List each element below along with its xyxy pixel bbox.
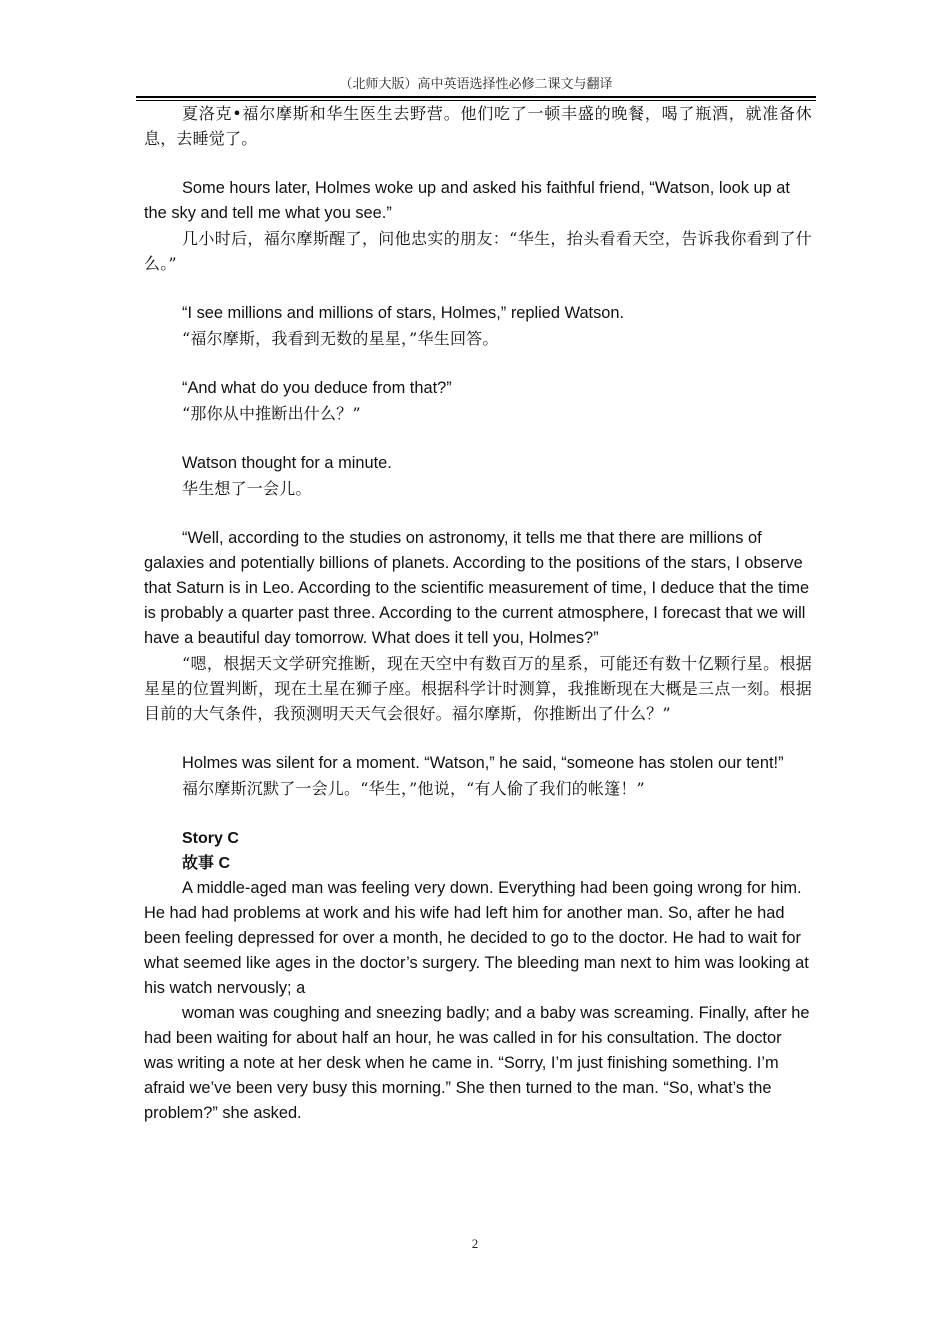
paragraph-en: “And what do you deduce from that?” xyxy=(182,379,452,397)
paragraph-zh: 夏洛克•福尔摩斯和华生医生去野营。他们吃了一顿丰盛的晚餐，喝了瓶酒，就准备休息，去睡觉了。 xyxy=(144,104,812,148)
paragraph-gap xyxy=(144,426,812,451)
page-header: （北师大版）高中英语选择性必修二课文与翻译 xyxy=(339,77,613,92)
paragraph-en: “I see millions and millions of stars, Holmes,” replied Watson. xyxy=(182,304,625,322)
paragraph-en: “Well, according to the studies on astronomy, it tells me that there are millions of galaxies and potentially billions of planets. According to the positions of the stars, I observe that Saturn is in Leo. According to the scientific measurement of time, I deduce that the time is probably a quarter past three. According to the current atmosphere, I forecast that we will have a beautiful day tomorrow. What does it tell you, Holmes?” xyxy=(144,529,810,647)
story-c-paragraph: A middle-aged man was feeling very down. Everything had been going wrong for him. He had had problems at work and his wife had left him for another man. So, after he had been feeling depressed for over a month, he decided to go to the doctor. He had to wait for what seemed like ages in the doctor’s surgery. The bleeding man next to him was looking at his watch nervously; a xyxy=(144,879,809,997)
paragraph-zh: “福尔摩斯，我看到无数的星星，”华生回答。 xyxy=(182,329,499,348)
paragraph-en: Watson thought for a minute. xyxy=(182,454,392,472)
paragraph-gap xyxy=(144,726,812,751)
paragraph-gap xyxy=(144,151,812,176)
page-number: 2 xyxy=(471,1236,479,1251)
paragraph-en: Some hours later, Holmes woke up and asked his faithful friend, “Watson, look up at the sky and tell me what you see.” xyxy=(144,179,790,222)
paragraph-gap xyxy=(144,501,812,526)
paragraph-zh: 华生想了一会儿。 xyxy=(182,479,312,498)
story-c-paragraph: woman was coughing and sneezing badly; and a baby was screaming. Finally, after he had been waiting for about half an hour, he was called in for his consultation. The doctor was writing a note at her desk when he came in. “Sorry, I’m just finishing something. I’m afraid we’ve been very busy this morning.” She then turned to the man. “So, what’s the problem?” she asked. xyxy=(144,1004,810,1122)
paragraph-zh: “嗯，根据天文学研究推断，现在天空中有数百万的星系，可能还有数十亿颗行星。根据星星的位置判断，现在土星在狮子座。根据科学计时测算，我推断现在大概是三点一刻。根据目前的大气条件，我预测明天天气会很好。福尔摩斯，你推断出了什么？” xyxy=(144,654,812,723)
story-c-title-en: Story C xyxy=(182,830,239,847)
paragraph-gap xyxy=(144,801,812,826)
paragraph-en: Holmes was silent for a moment. “Watson,” he said, “someone has stolen our tent!” xyxy=(182,754,784,772)
paragraph-gap xyxy=(144,276,812,301)
paragraph-zh: 福尔摩斯沉默了一会儿。“华生，”他说，“有人偷了我们的帐篷！” xyxy=(182,779,645,798)
paragraph-zh: 几小时后，福尔摩斯醒了，问他忠实的朋友：“华生，抬头看看天空，告诉我你看到了什么。” xyxy=(144,229,812,273)
paragraph-gap xyxy=(144,351,812,376)
paragraph-zh: “那你从中推断出什么？” xyxy=(182,404,361,423)
story-c-title-zh: 故事 C xyxy=(182,855,231,872)
document-body xyxy=(144,101,812,1126)
header-rule-thick xyxy=(136,96,816,98)
